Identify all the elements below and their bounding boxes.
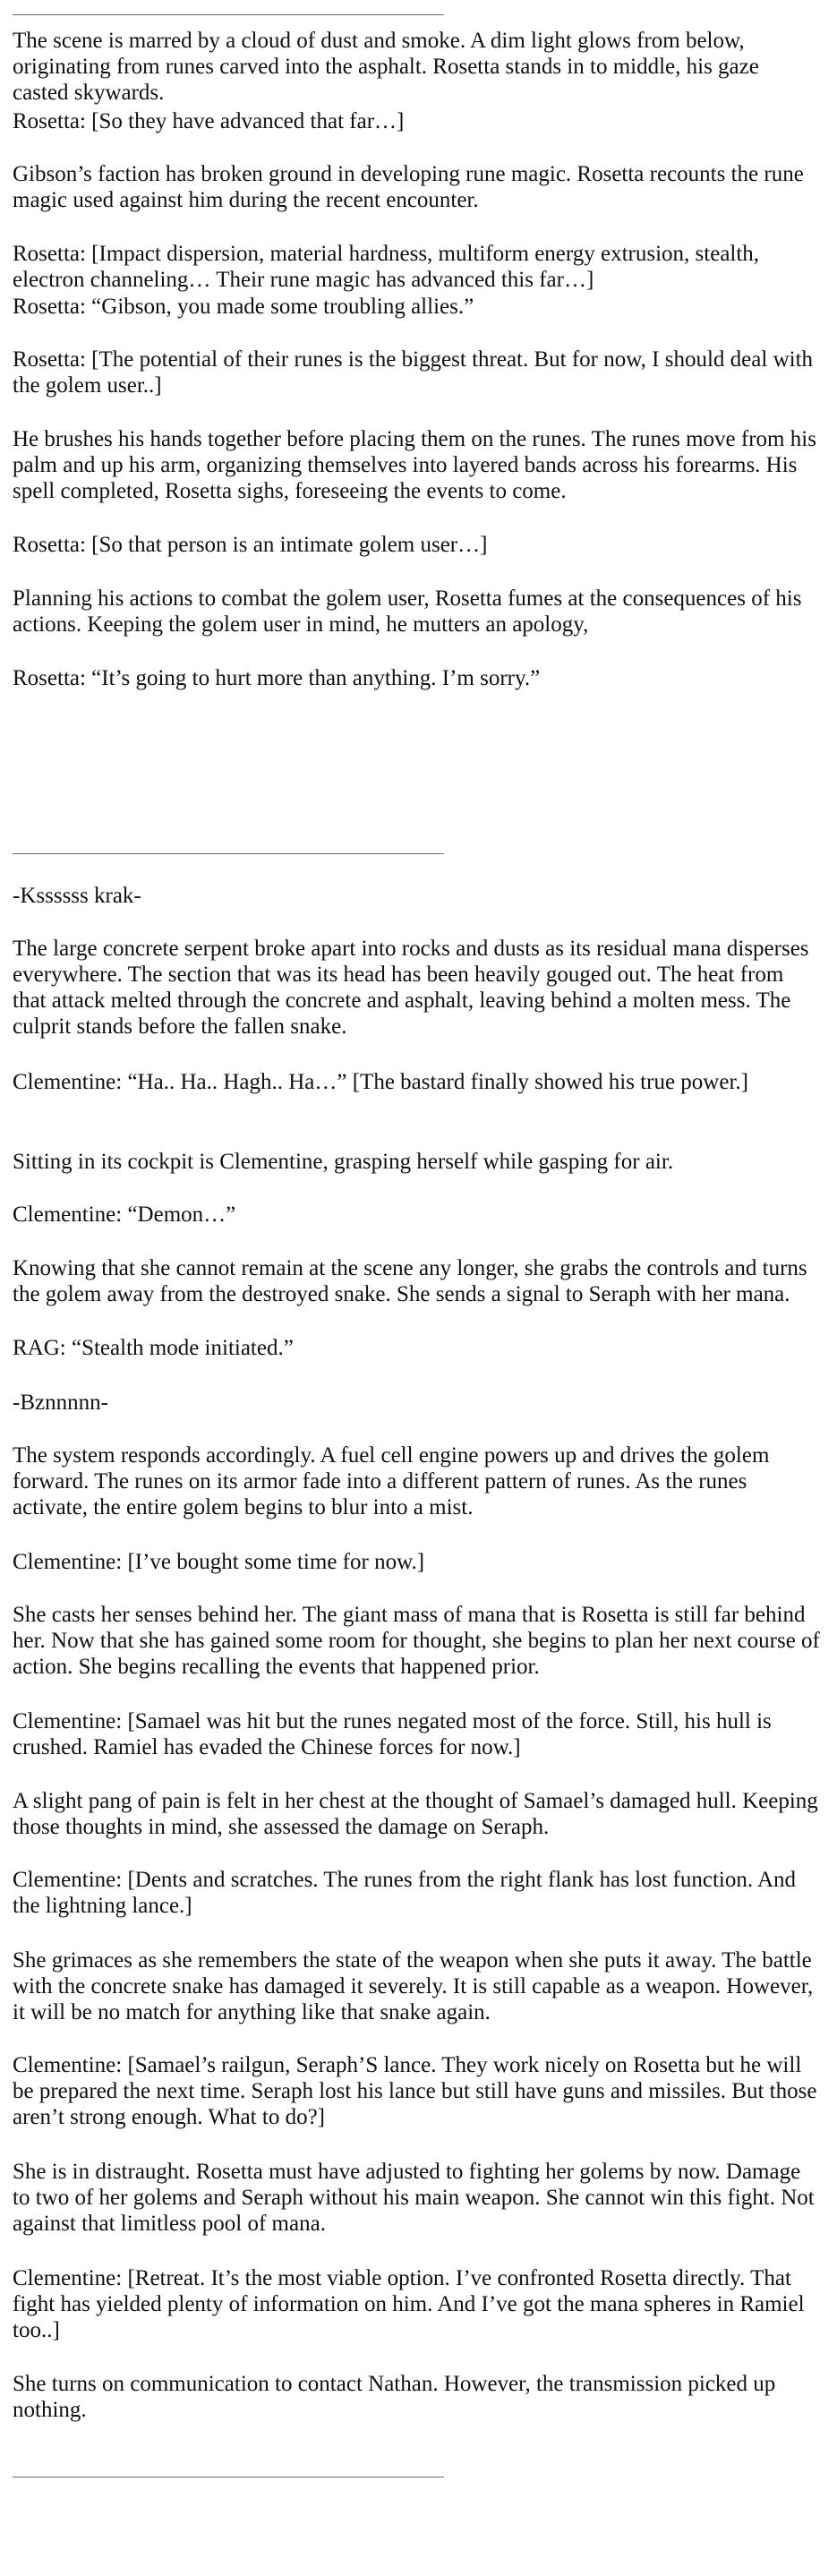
paragraph: Clementine: [Samael’s railgun, Seraph’S lance. They work nicely on Rosetta but he will be prepared the next time. Seraph lost his lance but still have guns and missiles. But those aren’t strong enough. What to do?] [13, 2053, 817, 2129]
paragraph: Rosetta: “It’s going to hurt more than anything. I’m sorry.” [13, 666, 541, 690]
paragraph: Rosetta: [So that person is an intimate golem user…] [13, 533, 488, 557]
paragraph: Planning his actions to combat the golem user, Rosetta fumes at the consequences of his actions. Keeping the golem user in mind, he mutters an apology, [13, 586, 802, 637]
paragraph: She casts her senses behind her. The giant mass of mana that is Rosetta is still far behind her. Now that she has gained some room for thought, she begins to plan her next course of action. She begins recalling the events that happened prior. [13, 1603, 820, 1679]
paragraph: Gibson’s faction has broken ground in developing rune magic. Rosetta recounts the rune magic used against him during the recent encounter. [13, 162, 804, 212]
paragraph: Rosetta: “Gibson, you made some troubling allies.” [13, 295, 474, 319]
paragraph: Clementine: “Demon…” [13, 1202, 236, 1227]
paragraph: Clementine: [Dents and scratches. The runes from the right flank has lost function. And the lightning lance.] [13, 1868, 797, 1918]
paragraph: Clementine: [I’ve bought some time for now.] [13, 1550, 425, 1574]
section-divider [13, 14, 444, 15]
paragraph: He brushes his hands together before placing them on the runes. The runes move from his palm and up his arm, organizing themselves into layered bands across his forearms. His spell completed, Rosetta sighs, foreseeing the events to come. [13, 427, 816, 503]
paragraph: A slight pang of pain is felt in her chest at the thought of Samael’s damaged hull. Keeping those thoughts in mind, she assessed the damage on Seraph. [13, 1789, 818, 1839]
paragraph: She is in distraught. Rosetta must have adjusted to fighting her golems by now. Damage to two of her golems and Seraph without his main weapon. She cannot win this fight. Not against that limitless pool of mana. [13, 2160, 815, 2236]
paragraph: Rosetta: [The potential of their runes is the biggest threat. But for now, I should deal with the golem user..] [13, 347, 814, 398]
paragraph: RAG: “Stealth mode initiated.” [13, 1336, 294, 1360]
section-divider [13, 853, 444, 854]
paragraph: Clementine: [Samael was hit but the runes negated most of the force. Still, his hull is crushed. Ramiel has evaded the Chinese forces for now.] [13, 1709, 772, 1759]
paragraph: Sitting in its cockpit is Clementine, grasping herself while gasping for air. [13, 1150, 674, 1174]
paragraph: -Bznnnnn- [13, 1391, 108, 1415]
paragraph: Rosetta: [Impact dispersion, material hardness, multiform energy extrusion, stealth, electron channeling… Their rune magic has advanced this far…] [13, 242, 760, 292]
paragraph: She turns on communication to contact Nathan. However, the transmission picked up nothing. [13, 2372, 776, 2422]
paragraph: Rosetta: [So they have advanced that far…] [13, 109, 405, 133]
paragraph: Clementine: “Ha.. Ha.. Hagh.. Ha…” [The bastard finally showed his true power.] [13, 1070, 748, 1094]
paragraph: The scene is marred by a cloud of dust and smoke. A dim light glows from below, originating from runes carved into the asphalt. Rosetta stands in to middle, his gaze casted skywards. [13, 29, 759, 105]
paragraph: The large concrete serpent broke apart into rocks and dusts as its residual mana disperses everywhere. The section that was its head has been heavily gouged out. The heat from that attack melted through the concrete and asphalt, leaving behind a molten mess. The culprit stands before the fallen snake. [13, 937, 809, 1039]
paragraph: The system responds accordingly. A fuel cell engine powers up and drives the golem forward. The runes on its armor fade into a different pattern of runes. As the runes activate, the entire golem begins to blur into a mist. [13, 1443, 770, 1519]
paragraph: She grimaces as she remembers the state of the weapon when she puts it away. The battle with the concrete snake has damaged it severely. It is still capable as a weapon. However, it will be no match for anything like that snake again. [13, 1948, 814, 2024]
paragraph: Knowing that she cannot remain at the scene any longer, she grabs the controls and turns the golem away from the destroyed snake. She sends a signal to Seraph with her mana. [13, 1256, 807, 1306]
paragraph: -Kssssss krak- [13, 884, 141, 908]
section-divider [13, 2477, 444, 2478]
paragraph: Clementine: [Retreat. It’s the most viable option. I’ve confronted Rosetta directly. That fight has yielded plenty of information on him. And I’ve got the mana spheres in Ramiel too..] [13, 2266, 805, 2342]
